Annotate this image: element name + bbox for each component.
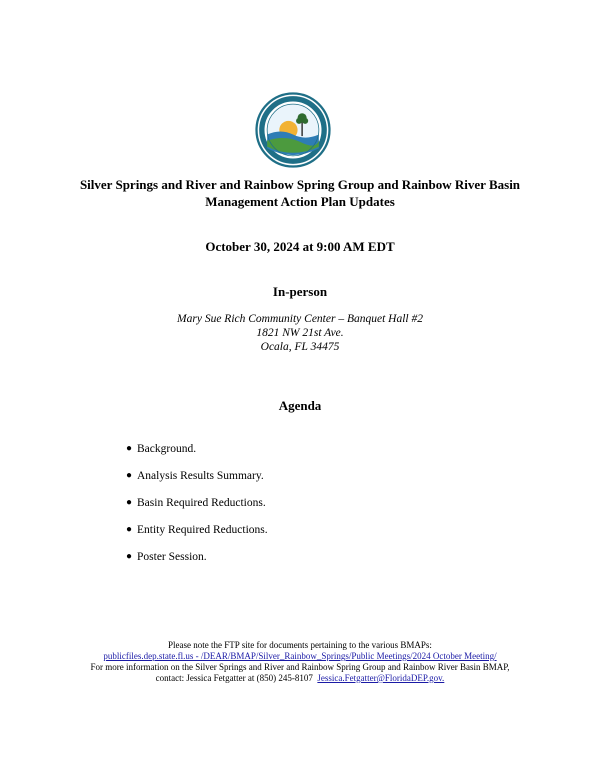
- bullet-icon: ●: [126, 551, 133, 562]
- title-line-2: Management Action Plan Updates: [205, 194, 395, 209]
- bullet-icon: ●: [126, 524, 133, 535]
- footer-note: [30, 640, 570, 684]
- list-item: ● Background.: [126, 443, 197, 455]
- contact-text: contact: Jessica Fetgatter at (850) 245-8107: [155, 673, 313, 683]
- venue-city: Ocala, FL 34475: [260, 341, 340, 353]
- list-item: ● Entity Required Reductions.: [126, 524, 268, 536]
- title-line-1: Silver Springs and River and Rainbow Spring Group and Rainbow River Basin: [79, 177, 521, 192]
- meeting-mode: In-person: [272, 284, 328, 299]
- footer-contact: [30, 673, 570, 684]
- list-item: ● Poster Session.: [126, 551, 207, 563]
- document-title: [40, 176, 560, 210]
- footer-ftp-note: Please note the FTP site for documents pertaining to the various BMAPs:: [168, 640, 432, 650]
- footer-info-note: For more information on the Silver Springs and River and Rainbow Spring Group and Rainbow River Basin BMAP,: [90, 662, 510, 672]
- meeting-datetime: October 30, 2024 at 9:00 AM EDT: [205, 239, 395, 254]
- bullet-icon: ●: [126, 443, 133, 454]
- venue-street: 1821 NW 21st Ave.: [256, 327, 344, 339]
- bullet-icon: ●: [126, 470, 133, 481]
- ftp-link[interactable]: publicfiles.dep.state.fl.us - /DEAR/BMAP/Silver_Rainbow_Springs/Public Meetings/2024 October Meeting/: [103, 651, 497, 661]
- list-item: ● Analysis Results Summary.: [126, 470, 264, 482]
- agenda-list: [126, 442, 486, 577]
- fdep-seal-icon: [255, 92, 331, 168]
- list-item: ● Basin Required Reductions.: [126, 497, 266, 509]
- venue-address: [40, 312, 560, 354]
- venue-name: Mary Sue Rich Community Center – Banquet Hall #2: [177, 313, 423, 325]
- email-link[interactable]: Jessica.Fetgatter@FloridaDEP.gov.: [317, 673, 445, 683]
- bullet-icon: ●: [126, 497, 133, 508]
- agenda-heading: Agenda: [278, 398, 322, 413]
